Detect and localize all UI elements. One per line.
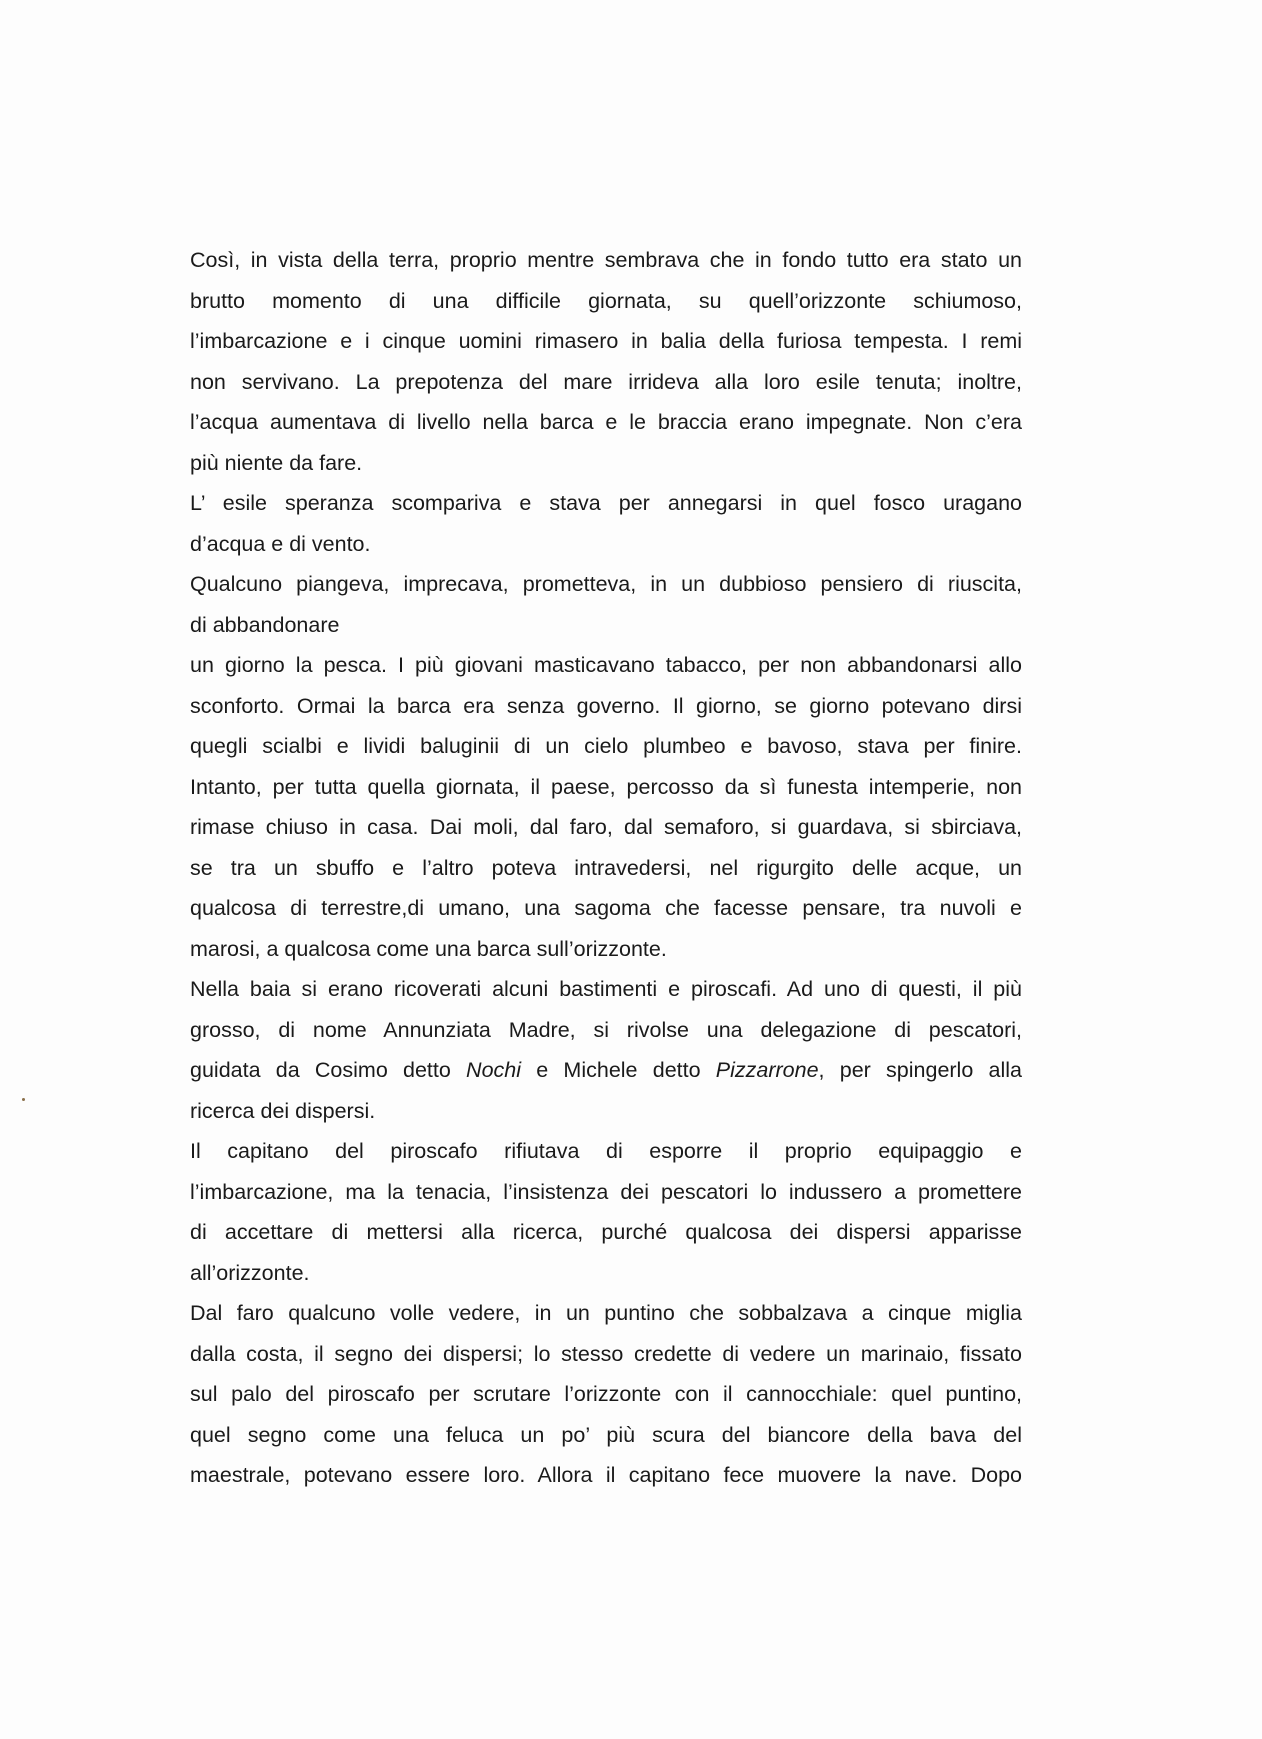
- text-line: marosi, a qualcosa come una barca sull’orizzonte.: [190, 936, 667, 961]
- text-line: Dal faro qualcuno volle vedere, in un puntino che sobbalzava a cinque miglia: [190, 1301, 1022, 1325]
- text-line: l’acqua aumentava di livello nella barca e le braccia erano impegnate. Non c’era: [190, 410, 1022, 434]
- text-span: guidata da Cosimo detto: [190, 1058, 467, 1082]
- text-line: [190, 1050, 1022, 1091]
- text-line: un giorno la pesca. I più giovani masticavano tabacco, per non abbandonarsi allo: [190, 653, 1022, 677]
- text-line: L’ esile speranza scompariva e stava per annegarsi in quel fosco uragano: [190, 491, 1022, 515]
- text-line: brutto momento di una difficile giornata, su quell’orizzonte schiumoso,: [190, 288, 1022, 313]
- text-span: e Michele detto: [521, 1058, 716, 1082]
- text-line: quel segno come una feluca un po’ più scura del biancore della bava del: [190, 1422, 1022, 1447]
- text-line: grosso, di nome Annunziata Madre, si rivolse una delegazione di pescatori,: [190, 1017, 1022, 1042]
- text-line: più niente da fare.: [190, 450, 363, 475]
- nickname-text: Pizzarrone: [715, 1058, 819, 1082]
- text-line: qualcosa di terrestre,di umano, una sagoma che facesse pensare, tra nuvoli e: [190, 896, 1022, 920]
- text-line: se tra un sbuffo e l’altro poteva intravedersi, nel rigurgito delle acque, un: [190, 855, 1022, 880]
- scan-speck: [22, 1098, 25, 1101]
- text-line: quegli scialbi e lividi baluginii di un cielo plumbeo e bavoso, stava per finire.: [190, 734, 1022, 758]
- body-text: [190, 240, 1022, 1496]
- text-line: Così, in vista della terra, proprio mentre sembrava che in fondo tutto era stato un: [190, 248, 1022, 272]
- text-line: di accettare di mettersi alla ricerca, purché qualcosa dei dispersi apparisse: [190, 1220, 1022, 1244]
- text-line: Qualcuno piangeva, imprecava, prometteva, in un dubbioso pensiero di riuscita,: [190, 572, 1022, 596]
- text-span: , per spingerlo alla: [818, 1058, 1022, 1082]
- nickname-text: Nochi: [466, 1058, 522, 1082]
- text-line: d’acqua e di vento.: [190, 531, 371, 556]
- text-line: maestrale, potevano essere loro. Allora il capitano fece muovere la nave. Dopo: [190, 1463, 1022, 1487]
- text-line: ricerca dei dispersi.: [190, 1098, 376, 1123]
- text-line: Il capitano del piroscafo rifiutava di esporre il proprio equipaggio e: [190, 1139, 1022, 1163]
- text-line: rimase chiuso in casa. Dai moli, dal faro, dal semaforo, si guardava, si sbirciava,: [190, 815, 1022, 839]
- text-line: l’imbarcazione e i cinque uomini rimasero in balia della furiosa tempesta. I remi: [190, 329, 1022, 353]
- text-line: sul palo del piroscafo per scrutare l’orizzonte con il cannocchiale: quel puntino,: [190, 1382, 1022, 1406]
- text-line: all’orizzonte.: [190, 1260, 310, 1285]
- text-line: di abbandonare: [190, 612, 340, 637]
- text-line: Intanto, per tutta quella giornata, il paese, percosso da sì funesta intemperie, non: [190, 774, 1022, 799]
- text-line: Nella baia si erano ricoverati alcuni bastimenti e piroscafi. Ad uno di questi, il più: [190, 977, 1022, 1001]
- text-line: non servivano. La prepotenza del mare irrideva alla loro esile tenuta; inoltre,: [190, 369, 1022, 394]
- text-line: sconforto. Ormai la barca era senza governo. Il giorno, se giorno potevano dirsi: [190, 693, 1022, 718]
- text-line: dalla costa, il segno dei dispersi; lo stesso credette di vedere un marinaio, fissato: [190, 1341, 1022, 1366]
- text-line: l’imbarcazione, ma la tenacia, l’insistenza dei pescatori lo indussero a promettere: [190, 1179, 1022, 1204]
